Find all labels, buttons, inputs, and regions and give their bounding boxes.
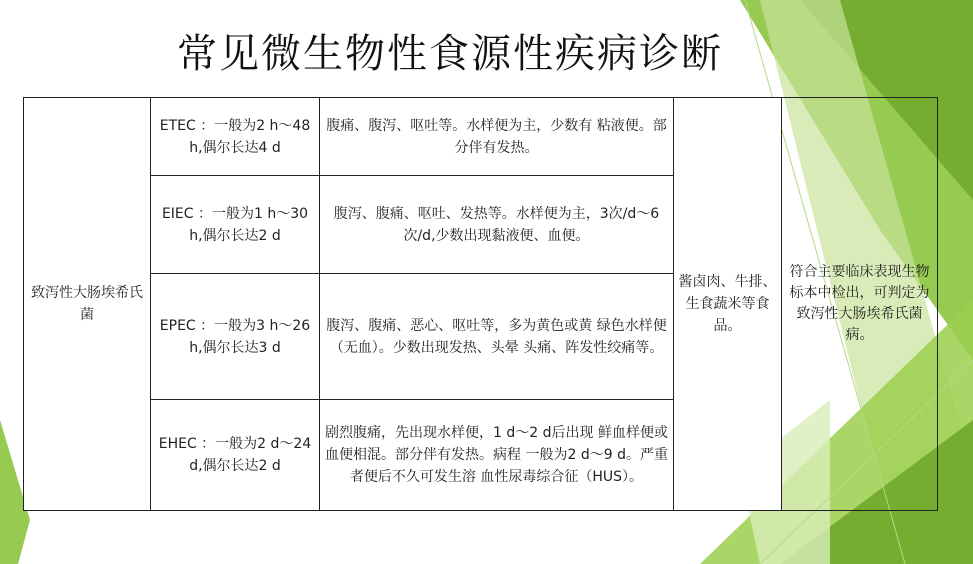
pathogen-cell: 致泻性大肠埃希氏菌	[24, 98, 151, 511]
onset-cell: ETEC ：一般为2 h～48 h,偶尔长达4 d	[151, 98, 320, 176]
page-title: 常见微生物性食源性疾病诊断	[177, 31, 723, 77]
symptom-cell: 剧烈腹痛，先出现水样便，1 d～2 d后出现 鲜血样便或血便相混。部分伴有发热。病程 一般为2 d～9 d。严重者便后不久可发生溶 血性尿毒综合征（HUS）。	[320, 400, 674, 511]
onset-cell: EHEC ：一般为2 d～24 d,偶尔长达2 d	[151, 400, 320, 511]
onset-cell: EIEC ：一般为1 h～30 h,偶尔长达2 d	[151, 176, 320, 274]
food-cell: 酱卤肉、牛排、生食蔬米等食品。	[674, 98, 782, 511]
symptom-cell: 腹痛、腹泻、呕吐等。水样便为主，少数有 粘液便。部分伴有发热。	[320, 98, 674, 176]
symptom-cell: 腹泻、腹痛、呕吐、发热等。水样便为主，3次/d～6次/d,少数出现黏液便、血便。	[320, 176, 674, 274]
criteria-cell	[782, 98, 938, 511]
table-row	[24, 98, 938, 176]
diagnosis-table	[23, 97, 938, 511]
onset-cell: EPEC ：一般为3 h～26 h,偶尔长达3 d	[151, 274, 320, 400]
symptom-cell: 腹泻、腹痛、恶心、呕吐等，多为黄色或黄 绿色水样便（无血）。少数出现发热、头晕 头痛、阵发性绞痛等。	[320, 274, 674, 400]
criteria-text: 符合主要临床表现生物标本中检出，可判定为致泻性大肠埃希氏菌病。	[789, 264, 930, 343]
